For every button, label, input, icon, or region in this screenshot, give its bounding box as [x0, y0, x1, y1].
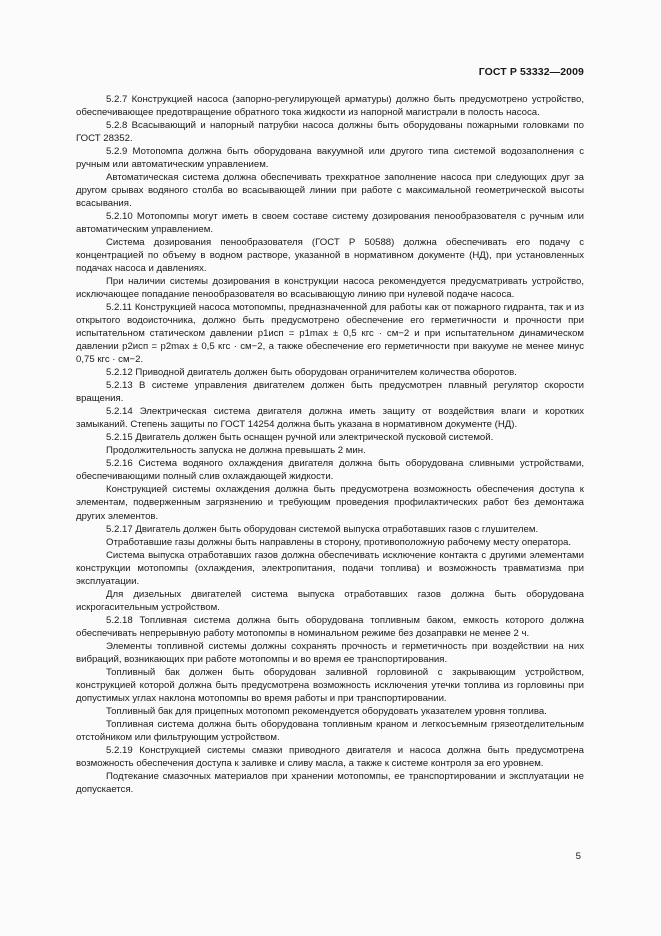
paragraph: При наличии системы дозирования в конструкции насоса рекомендуется предусматривать устройство, исключающее попадание пенообразователя во всасывающую линию при нулевой подаче насоса. [76, 276, 584, 301]
paragraph: Система дозирования пенообразователя (ГОСТ Р 50588) должна обеспечивать его подачу с концентрацией по объему в водном растворе, указанной в нормативном документе (НД), при установленных подачах насоса и давлениях. [76, 237, 584, 275]
paragraph: 5.2.14 Электрическая система двигателя должна иметь защиту от воздействия влаги и коротких замыканий. Степень защиты по ГОСТ 14254 должна быть указана в нормативном документе (НД). [76, 406, 584, 431]
paragraph: Подтекание смазочных материалов при хранении мотопомпы, ее транспортировании и эксплуатации не допускается. [76, 770, 584, 795]
paragraph: 5.2.11 Конструкцией насоса мотопомпы, предназначенной для работы как от пожарного гидранта, так и из открытого водоисточника, должно быть предусмотрено обеспечение его герметичности и прочности при испытательном статическом давлении p1исп = p1max ± 0,5 кгс · см−2 и при испытательном динамическом давлении p2исп = p2max ± 0,5 кгс · см−2, а также обеспечение его герметичности при вакууме не менее минус 0,75 кгс · см−2. [76, 302, 584, 366]
paragraph: 5.2.13 В системе управления двигателем должен быть предусмотрен плавный регулятор скорости вращения. [76, 380, 584, 405]
paragraph: Автоматическая система должна обеспечивать трехкратное заполнение насоса при следующих друг за другом срывах водяного столба во всасывающей линии при работе с максимальной геометрической высоты всасывания. [76, 172, 584, 210]
paragraph: Конструкцией системы охлаждения должна быть предусмотрена возможность обеспечения доступа к элементам, подверженным загрязнению и требующим проведения профилактических работ без демонтажа других элементов. [76, 484, 584, 522]
paragraph: Отработавшие газы должны быть направлены в сторону, противоположную рабочему месту оператора. [106, 536, 572, 548]
page-number: 5 [575, 851, 581, 862]
paragraph: Для дизельных двигателей система выпуска отработавших газов должна быть оборудована искрогасительным устройством. [76, 588, 584, 613]
paragraph: Система выпуска отработавших газов должна обеспечивать исключение контакта с другими элементами конструкции мотопомпы (охлаждения, электропитания, подачи топлива) и возможность травматизма при эксплуатации. [76, 549, 584, 587]
paragraph: Элементы топливной системы должны сохранять прочность и герметичность при воздействии на них вибраций, возникающих при работе мотопомпы и во время ее транспортирования. [76, 640, 584, 665]
paragraph: 5.2.19 Конструкцией системы смазки приводного двигателя и насоса должна быть предусмотрена возможность обеспечения доступа к заливке и сливу масла, а также к системе контроля за его уровнем. [76, 744, 584, 769]
paragraph: Топливный бак должен быть оборудован заливной горловиной с закрывающим устройством, конструкцией которой должна быть предусмотрена возможность исключения утечки топлива из горловины при допустимых углах наклона мотопомпы во время работы и при транспортировании. [76, 666, 584, 704]
paragraph: Продолжительность запуска не должна превышать 2 мин. [106, 445, 366, 457]
paragraph: 5.2.12 Приводной двигатель должен быть оборудован ограничителем количества оборотов. [106, 367, 517, 379]
paragraph: Топливный бак для прицепных мотопомп рекомендуется оборудовать указателем уровня топлива. [106, 705, 547, 717]
paragraph: 5.2.8 Всасывающий и напорный патрубки насоса должны быть оборудованы пожарными головками по ГОСТ 28352. [76, 120, 584, 145]
paragraph: 5.2.18 Топливная система должна быть оборудована топливным баком, емкость которого должна обеспечивать непрерывную работу мотопомпы в номинальном режиме без дозаправки не менее 2 ч. [76, 614, 584, 639]
paragraph: 5.2.17 Двигатель должен быть оборудован системой выпуска отработавших газов с глушителем. [106, 523, 539, 535]
standard-header: ГОСТ Р 53332—2009 [478, 66, 584, 78]
paragraph: Топливная система должна быть оборудована топливным краном и легкосъемным грязеотделительным отстойником или фильтрующим устройством. [76, 718, 584, 743]
paragraph: 5.2.9 Мотопомпа должна быть оборудована вакуумной или другого типа системой водозаполнения с ручным или автоматическим управлением. [76, 146, 584, 171]
paragraph: 5.2.16 Система водяного охлаждения двигателя должна быть оборудована сливными устройствами, обеспечивающими полный слив охлаждающей жидкости. [76, 458, 584, 483]
paragraph: 5.2.15 Двигатель должен быть оснащен ручной или электрической пусковой системой. [106, 432, 494, 444]
paragraph: 5.2.10 Мотопомпы могут иметь в своем составе систему дозирования пенообразователя с ручным или автоматическим управлением. [76, 211, 584, 236]
document-body [76, 93, 584, 796]
paragraph: 5.2.7 Конструкцией насоса (запорно-регулирующей арматуры) должно быть предусмотрено устройство, обеспечивающее предотвращение обратного тока жидкости из напорной магистрали в полость насоса. [76, 94, 584, 119]
